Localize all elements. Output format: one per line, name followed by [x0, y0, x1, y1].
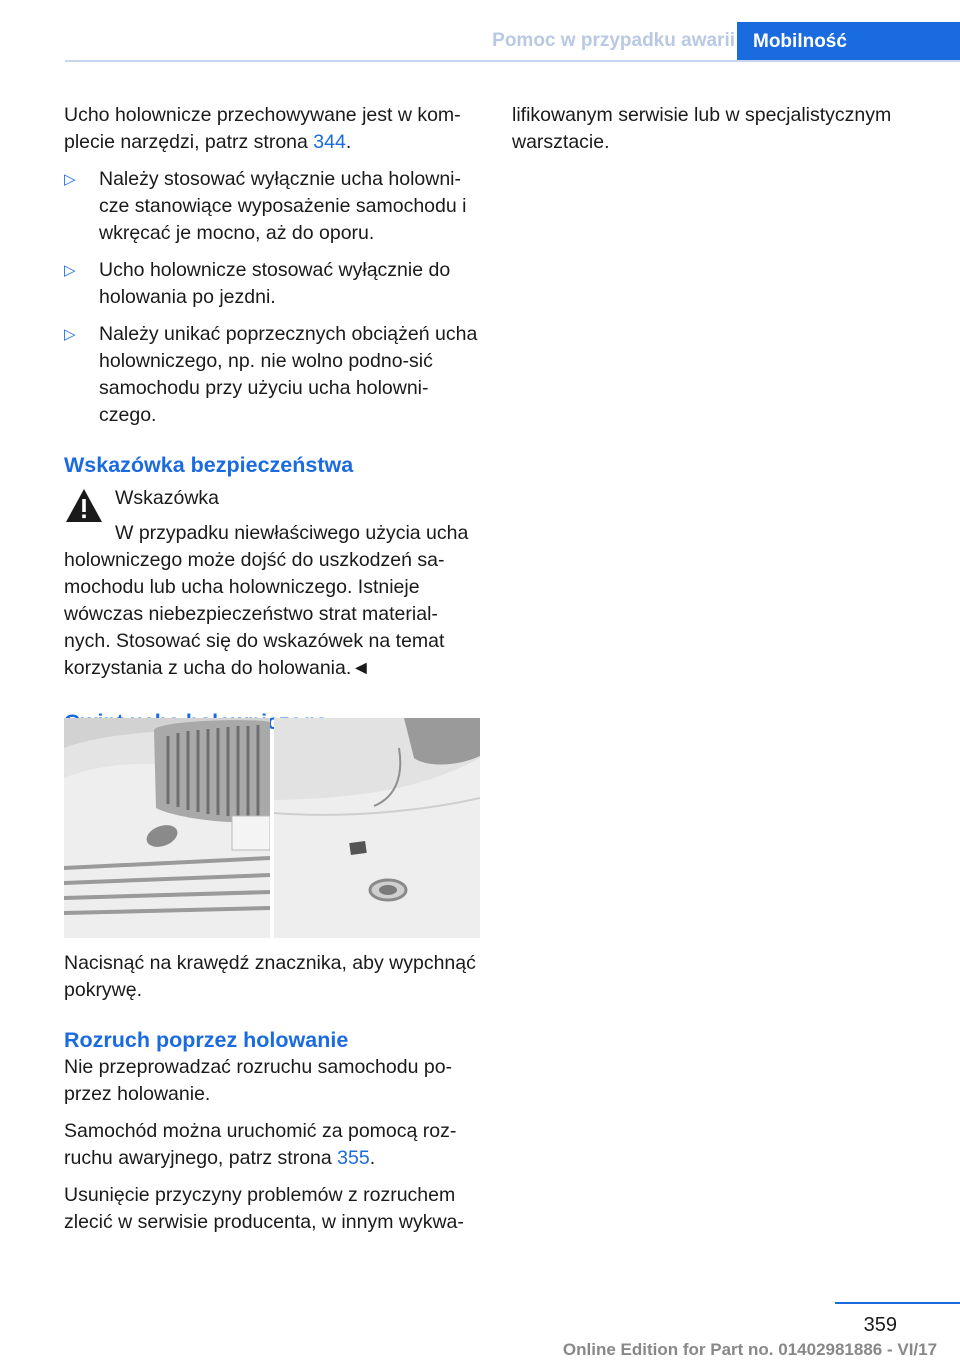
continuation-paragraph: lifikowanym serwisie lub w specjalistycznym warsztacie.	[512, 104, 892, 153]
page-link-344[interactable]: 344	[313, 131, 346, 153]
front-bumper-image	[64, 718, 270, 938]
figure-caption: Nacisnąć na krawędź znacznika, aby wypchnąć pokrywę.	[64, 952, 476, 1001]
warning-text-first-line: W przypadku niewłaściwego użycia ucha	[115, 522, 469, 544]
tow-start-paragraph-2	[64, 1118, 482, 1172]
page-link-355[interactable]: 355	[337, 1147, 370, 1169]
triangle-right-icon: ▷	[64, 262, 76, 279]
tow-start-paragraph-1: Nie przeprowadzać rozruchu samochodu po‐przez holowanie.	[64, 1056, 453, 1105]
tow-start-paragraph-2-end: .	[369, 1147, 376, 1169]
tow-eye-thread-figure	[64, 718, 480, 938]
header-divider	[65, 60, 960, 62]
header-chapter-tab: Mobilność	[737, 22, 960, 62]
left-column-lower	[64, 950, 482, 1246]
list-item	[64, 257, 482, 311]
list-item-text: Należy stosować wyłącznie ucha holowni‐cze stanowiące wyposażenie samochodu i wkręcać je mocno, aż do oporu.	[99, 168, 467, 244]
list-item	[64, 321, 482, 429]
right-column	[512, 102, 912, 166]
tow-start-heading: Rozruch poprzez holowanie	[64, 1028, 349, 1052]
header-section-title: Pomoc w przypadku awarii	[492, 30, 735, 51]
list-item	[64, 166, 482, 247]
warning-text	[64, 520, 482, 682]
tow-start-paragraph-2-text: Samochód można uruchomić za pomocą roz‐ruchu awaryjnego, patrz strona	[64, 1120, 457, 1169]
warning-triangle-icon	[64, 487, 104, 525]
rear-bumper-image	[274, 718, 480, 938]
footer-divider	[835, 1302, 960, 1304]
edition-watermark: Online Edition for Part no. 01402981886 - VI/17	[562, 1340, 938, 1359]
page-number: 359	[863, 1314, 897, 1336]
warning-block	[64, 485, 482, 682]
intro-end: .	[345, 131, 352, 153]
warning-title: Wskazówka	[115, 487, 220, 509]
warning-text-rest: holowniczego może dojść do uszkodzeń sa‐mochodu lub ucha holowniczego. Istnieje wówczas niebezpieczeństwo strat material‐nych. Stosować się do wskazówek na temat korzystania z ucha do holowania.◄	[64, 549, 445, 679]
triangle-right-icon: ▷	[64, 171, 76, 188]
list-item-text: Należy unikać poprzecznych obciążeń ucha holowniczego, np. nie wolno podno‐sić samochodu przy użyciu ucha holowni‐czego.	[99, 323, 478, 426]
intro-text: Ucho holownicze przechowywane jest w kom‐plecie narzędzi, patrz strona	[64, 104, 461, 153]
tow-eye-rules-list	[64, 166, 482, 429]
safety-heading: Wskazówka bezpieczeństwa	[64, 453, 354, 477]
triangle-right-icon: ▷	[64, 326, 76, 343]
intro-paragraph	[64, 102, 482, 156]
list-item-text: Ucho holownicze stosować wyłącznie do holowania po jezdni.	[99, 259, 451, 308]
tow-start-paragraph-3: Usunięcie przyczyny problemów z rozruchem zlecić w serwisie producenta, w innym wykwa‐	[64, 1184, 464, 1233]
page-header	[0, 0, 960, 62]
left-column	[64, 102, 482, 736]
